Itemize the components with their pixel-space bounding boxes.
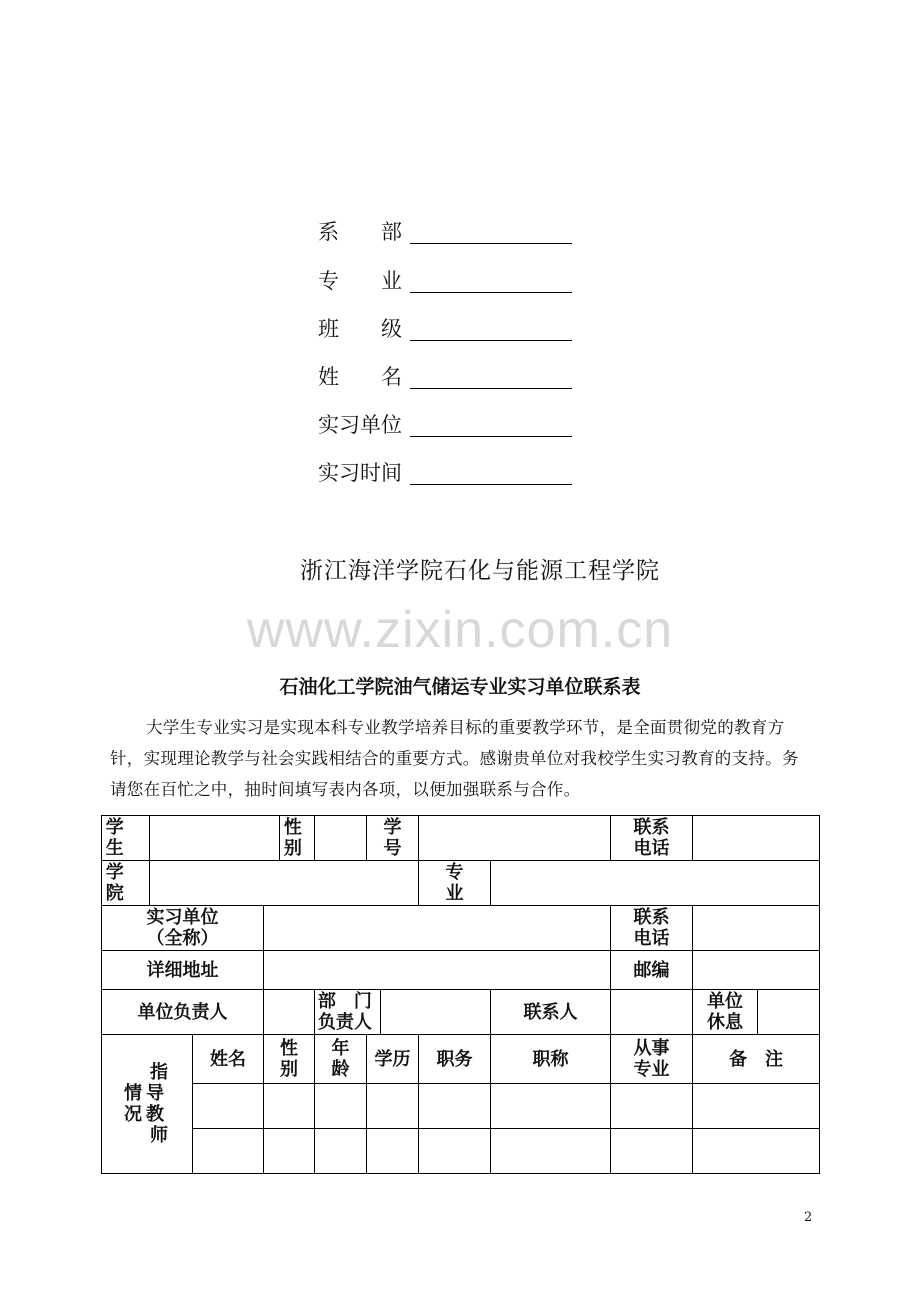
major-label: 专业 [419, 861, 491, 906]
tutor-cell[interactable] [491, 1084, 611, 1129]
field-header: 从事专业 [611, 1035, 693, 1084]
college-cell[interactable] [150, 861, 419, 906]
field-major [318, 261, 572, 301]
blank-line[interactable] [410, 221, 572, 244]
tutor-cell[interactable] [419, 1129, 491, 1174]
field-department [318, 212, 572, 252]
postcode-label: 邮编 [611, 951, 693, 990]
tutor-cell[interactable] [193, 1129, 264, 1174]
unit-cell[interactable] [264, 906, 611, 951]
college-name: 浙江海洋学院石化与能源工程学院 [300, 558, 660, 584]
table-row [102, 816, 820, 861]
address-cell[interactable] [264, 951, 611, 990]
tutor-cell[interactable] [693, 1129, 820, 1174]
table-row [102, 1129, 820, 1174]
tutor-cell[interactable] [264, 1129, 315, 1174]
tutor-situation-label: 指 情导 况教 师 [102, 1035, 193, 1174]
tutor-cell[interactable] [315, 1084, 367, 1129]
form-intro: 大学生专业实习是实现本科专业教学培养目标的重要教学环节，是全面贯彻党的教育方针，实现理论教学与社会实践相结合的重要方式。感谢贵单位对我校学生实习教育的支持。务请您在百忙之中，抽时间填写表内各项，以便加强联系与合作。 [110, 718, 799, 799]
blank-line[interactable] [410, 318, 572, 341]
blank-line[interactable] [410, 366, 572, 389]
contact-cell[interactable] [611, 990, 693, 1035]
tutor-cell[interactable] [611, 1129, 693, 1174]
major-cell[interactable] [491, 861, 820, 906]
gender-header: 性别 [264, 1035, 315, 1084]
blank-line[interactable] [410, 414, 572, 437]
postcode-cell[interactable] [693, 951, 820, 990]
table-row [102, 906, 820, 951]
age-header: 年龄 [315, 1035, 367, 1084]
tutor-cell[interactable] [264, 1084, 315, 1129]
title-header: 职称 [491, 1035, 611, 1084]
blank-line[interactable] [410, 462, 572, 485]
dept-head-label: 部 门负责人 [315, 990, 381, 1035]
gender-cell[interactable] [315, 816, 367, 861]
table-row [102, 1035, 820, 1084]
student-label: 学生 [102, 816, 150, 861]
field-internship-time [318, 453, 572, 493]
phone-label: 联系电话 [611, 816, 693, 861]
tutor-cell[interactable] [419, 1084, 491, 1129]
field-name [318, 357, 572, 397]
field-label: 实习时间 [318, 461, 402, 485]
phone-cell[interactable] [693, 816, 820, 861]
field-label: 姓 名 [318, 365, 402, 389]
contact-table [101, 815, 820, 1174]
phone2-cell[interactable] [693, 906, 820, 951]
field-label: 专 业 [318, 269, 402, 293]
unit-head-label: 单位负责人 [102, 990, 264, 1035]
tutor-cell[interactable] [611, 1084, 693, 1129]
unit-label: 实习单位（全称） [102, 906, 264, 951]
table-row [102, 951, 820, 990]
field-class [318, 309, 572, 349]
field-label: 班 级 [318, 317, 402, 341]
tutor-cell[interactable] [315, 1129, 367, 1174]
table-row [102, 861, 820, 906]
field-internship-unit [318, 405, 572, 445]
tutor-cell[interactable] [491, 1129, 611, 1174]
remarks-header: 备 注 [693, 1035, 820, 1084]
tutor-cell[interactable] [193, 1084, 264, 1129]
page-number: 2 [804, 1210, 813, 1225]
tutor-cell[interactable] [367, 1129, 419, 1174]
tutor-cell[interactable] [693, 1084, 820, 1129]
blank-line[interactable] [410, 270, 572, 293]
position-header: 职务 [419, 1035, 491, 1084]
college-label: 学院 [102, 861, 150, 906]
field-label: 实习单位 [318, 413, 402, 437]
student-no-cell[interactable] [419, 816, 611, 861]
table-row [102, 990, 820, 1035]
dept-head-cell[interactable] [381, 990, 491, 1035]
field-label: 系 部 [318, 220, 402, 244]
table-row [102, 1084, 820, 1129]
name-header: 姓名 [193, 1035, 264, 1084]
student-no-label: 学号 [367, 816, 419, 861]
unit-rest-cell[interactable] [758, 990, 820, 1035]
education-header: 学历 [367, 1035, 419, 1084]
unit-head-cell[interactable] [264, 990, 315, 1035]
gender-label: 性别 [280, 816, 315, 861]
watermark: www.zixin.com.cn [246, 601, 674, 659]
form-title: 石油化工学院油气储运专业实习单位联系表 [279, 676, 641, 698]
address-label: 详细地址 [102, 951, 264, 990]
tutor-cell[interactable] [367, 1084, 419, 1129]
contact-label: 联系人 [491, 990, 611, 1035]
unit-rest-label: 单位休息 [693, 990, 758, 1035]
phone2-label: 联系电话 [611, 906, 693, 951]
student-cell[interactable] [150, 816, 280, 861]
